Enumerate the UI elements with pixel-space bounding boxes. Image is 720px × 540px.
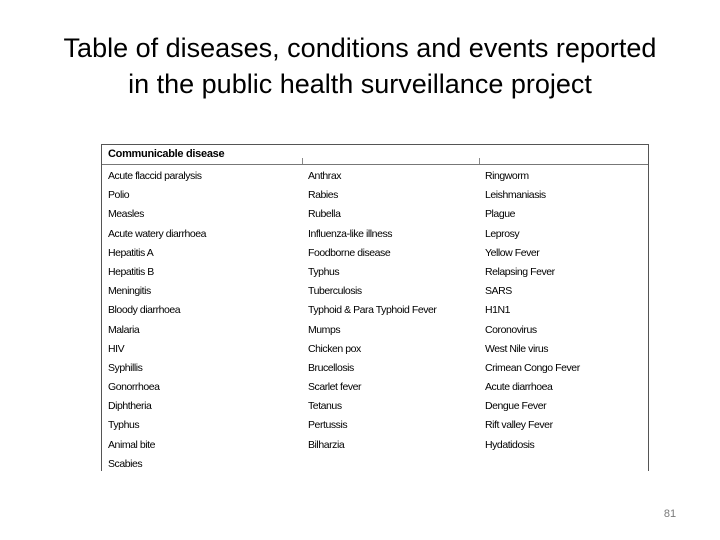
table-cell: Measles <box>108 208 144 221</box>
table-cell: Influenza-like illness <box>308 227 393 240</box>
table-cell: Tuberculosis <box>308 285 362 298</box>
table-cell: Animal bite <box>108 438 155 451</box>
table-cell: Gonorrhoea <box>108 381 160 394</box>
table-cell: H1N1 <box>485 304 511 317</box>
table-cell: Rabies <box>308 189 338 202</box>
column-divider <box>302 158 303 164</box>
table-cell: Leishmaniasis <box>485 189 546 202</box>
table-cell: Yellow Fever <box>485 246 540 259</box>
table-cell: Crimean Congo Fever <box>485 361 580 374</box>
disease-column-2 <box>308 167 436 455</box>
table-cell: Diphtheria <box>108 400 152 413</box>
table-cell: Hepatitis B <box>108 265 154 278</box>
slide-title-line-1: Table of diseases, conditions and events reported <box>63 33 657 63</box>
table-cell: Meningitis <box>108 285 151 298</box>
slide-title-line-2: in the public health surveillance project <box>128 69 592 99</box>
table-cell: Leprosy <box>485 227 520 240</box>
table-cell: Acute flaccid paralysis <box>108 170 202 182</box>
table-cell: Polio <box>108 189 130 202</box>
table-cell: Brucellosis <box>308 361 354 374</box>
table-cell: Rift valley Fever <box>485 419 553 432</box>
table-cell: Syphillis <box>108 361 143 374</box>
table-header-row <box>102 145 648 165</box>
table-cell: Bloody diarrhoea <box>108 304 181 317</box>
table-cell: HIV <box>108 342 125 355</box>
table-cell: Mumps <box>308 323 341 336</box>
table-cell: Scarlet fever <box>308 381 362 394</box>
table-cell: Coronovirus <box>485 323 537 336</box>
table-cell: Anthrax <box>308 170 342 182</box>
table-cell: Hydatidosis <box>485 438 535 451</box>
table-cell: Chicken pox <box>308 342 361 355</box>
table-cell: Hepatitis A <box>108 246 154 259</box>
table-cell: West Nile virus <box>485 342 549 355</box>
table-cell: Typhus <box>308 265 340 278</box>
table-cell: Scabies <box>108 457 143 470</box>
disease-table <box>101 144 649 471</box>
table-cell: Tetanus <box>308 400 342 413</box>
slide-title <box>20 30 700 102</box>
table-header-communicable-disease: Communicable disease <box>108 148 225 160</box>
table-cell: Relapsing Fever <box>485 265 555 278</box>
table-cell: Plague <box>485 208 515 221</box>
table-cell: Typhus <box>108 419 140 432</box>
table-cell: Bilharzia <box>308 438 345 451</box>
page-number: 81 <box>663 508 677 520</box>
table-cell: Rubella <box>308 208 341 221</box>
table-cell: Foodborne disease <box>308 246 391 259</box>
table-cell: Acute watery diarrhoea <box>108 227 207 240</box>
column-divider <box>479 158 480 164</box>
table-cell: Typhoid & Para Typhoid Fever <box>308 304 437 317</box>
table-cell: SARS <box>485 285 512 298</box>
table-cell: Dengue Fever <box>485 400 547 413</box>
disease-column-3 <box>485 167 580 455</box>
table-cell: Malaria <box>108 323 140 336</box>
table-cell: Pertussis <box>308 419 348 432</box>
table-cell: Acute diarrhoea <box>485 381 553 394</box>
disease-column-1 <box>108 167 206 474</box>
table-cell: Ringworm <box>485 170 529 182</box>
